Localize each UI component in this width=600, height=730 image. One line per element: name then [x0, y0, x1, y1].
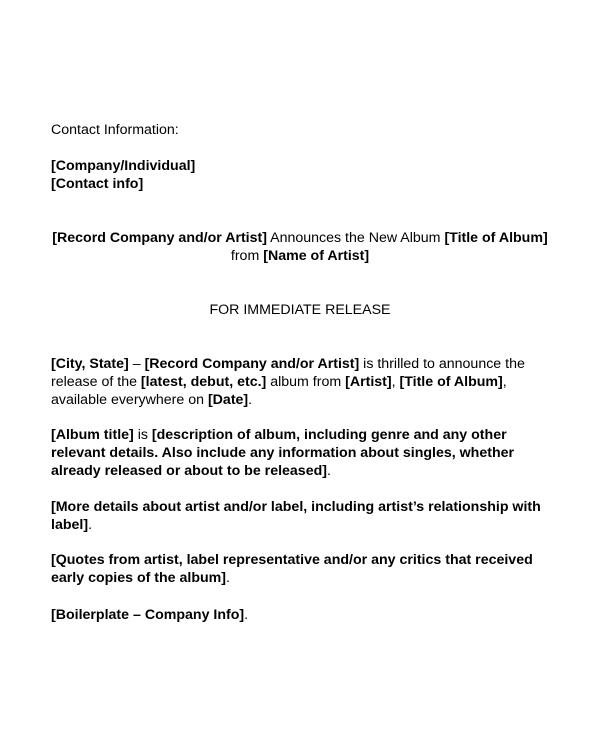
p1-type: [latest, debut, etc.]: [140, 374, 267, 390]
contact-info-text: [Contact info]: [51, 176, 144, 192]
p3-end: .: [88, 517, 93, 533]
paragraph-artist-details: [51, 498, 551, 534]
p4-end: .: [226, 570, 230, 586]
p2-end: .: [326, 463, 331, 479]
p1-artist: [Artist]: [345, 374, 392, 390]
p2-is: is: [133, 427, 152, 443]
p1-end: .: [248, 392, 253, 408]
contact-heading: [51, 121, 551, 139]
paragraph-album-description: [51, 426, 526, 480]
headline-artist: [Name of Artist]: [263, 248, 370, 264]
p2-desc: [description of album, including genre and any other relevant details. Also include any information about singles, whether already released or about to be released]: [51, 427, 515, 479]
p1-dash: –: [128, 356, 145, 372]
p1-city: [City, State]: [51, 356, 129, 372]
contact-heading-text: Contact Information:: [51, 122, 179, 138]
p1-text2: album from: [266, 374, 346, 390]
release-label: [0, 301, 600, 319]
headline-company: [Record Company and/or Artist]: [52, 230, 267, 246]
p1-album: [Title of Album]: [399, 374, 503, 390]
paragraph-boilerplate: [51, 606, 551, 624]
contact-info: [51, 175, 551, 193]
p1-text1: is thrilled to announce the release of the: [51, 356, 525, 390]
headline-from: from: [230, 248, 264, 264]
release-label-text: FOR IMMEDIATE RELEASE: [209, 302, 391, 318]
contact-company: [51, 157, 551, 175]
headline-line-2: [0, 247, 600, 265]
headline-line-1: [0, 229, 600, 247]
headline-album: [Title of Album]: [444, 230, 548, 246]
p3-text: [More details about artist and/or label, including artist’s relationship with label]: [51, 499, 541, 533]
p2-title: [Album title]: [51, 427, 134, 443]
p5-text: [Boilerplate – Company Info]: [51, 607, 245, 623]
contact-company-text: [Company/Individual]: [51, 158, 196, 174]
headline-announces: Announces the New Album: [266, 230, 445, 246]
p5-end: .: [244, 607, 249, 623]
p1-comma: ,: [391, 374, 400, 390]
paragraph-announcement: [51, 355, 531, 409]
p1-company: [Record Company and/or Artist]: [144, 356, 360, 372]
p4-text: [Quotes from artist, label representative and/or any critics that received early copies of the album]: [51, 552, 533, 586]
paragraph-quotes: [51, 551, 546, 587]
p1-text3: , available everywhere on: [51, 374, 507, 408]
p1-date: [Date]: [207, 392, 249, 408]
